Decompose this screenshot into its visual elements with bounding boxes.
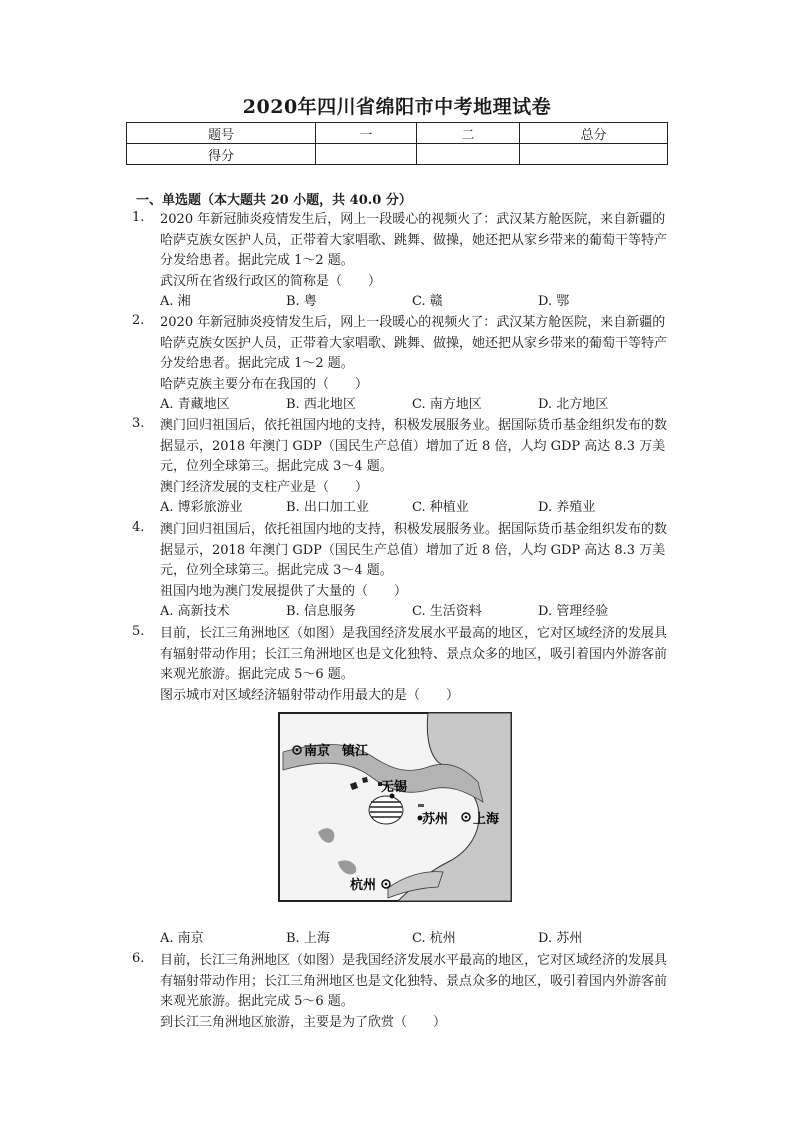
question-prompt: 到长江三角洲地区旅游，主要是为了欣赏（ ） (160, 1014, 447, 1030)
option-list (160, 498, 672, 519)
score-table-score-row (127, 144, 668, 165)
option-b[interactable]: B. 出口加工业 (286, 500, 369, 515)
option-c[interactable]: C. 赣 (412, 294, 443, 309)
score-header-cell: 总分 (520, 123, 668, 144)
option-c[interactable]: C. 种植业 (412, 500, 469, 515)
score-cell[interactable] (520, 144, 668, 165)
question-prompt: 哈萨克族主要分布在我国的（ ） (160, 376, 369, 392)
option-b[interactable]: B. 上海 (286, 931, 330, 946)
shanghai-label: 上海 (473, 812, 500, 827)
exam-title: 2020年四川省绵阳市中考地理试卷 (242, 96, 552, 118)
question-prompt: 图示城市对区域经济辐射带动作用最大的是（ ） (160, 687, 460, 703)
question-1 (132, 210, 672, 313)
option-b[interactable]: B. 信息服务 (286, 604, 356, 619)
option-c[interactable]: C. 南方地区 (412, 397, 482, 412)
question-2 (132, 313, 672, 416)
score-cell[interactable] (417, 144, 520, 165)
option-d[interactable]: D. 鄂 (538, 294, 570, 309)
question-number: 5. (132, 624, 145, 639)
question-prompt: 祖国内地为澳门发展提供了大量的（ ） (160, 583, 408, 599)
question-3 (132, 416, 672, 519)
section-heading: 一、单选题（本大题共 20 小题，共 40.0 分） (136, 193, 412, 208)
question-5 (132, 624, 672, 706)
option-a[interactable]: A. 博彩旅游业 (160, 500, 243, 515)
score-header-cell: 一 (316, 123, 417, 144)
question-number: 3. (132, 416, 145, 431)
option-b[interactable]: B. 粤 (286, 294, 317, 309)
score-header-cell: 题号 (127, 123, 316, 144)
question-number: 6. (132, 951, 145, 966)
question-stem: 2020 年新冠肺炎疫情发生后，网上一段暖心的视频火了：武汉某方舱医院，来自新疆的哈萨克族女医护人员，正带着大家唱歌、跳舞、做操，她还把从家乡带来的葡萄干等特产分发给患者。据此完成 1～2 题。 (160, 212, 668, 268)
score-row-label: 得分 (127, 144, 316, 165)
question-stem: 目前，长江三角洲地区（如图）是我国经济发展水平最高的地区，它对区域经济的发展具有辐射带动作用；长江三角洲地区也是文化独特、景点众多的地区，吸引着国内外游客前来观光旅游。据此完成 5～6 题。 (160, 626, 668, 682)
option-a[interactable]: A. 高新技术 (160, 604, 230, 619)
question-prompt: 澳门经济发展的支柱产业是（ ） (160, 479, 369, 495)
option-d[interactable]: D. 养殖业 (538, 500, 596, 515)
suzhou-label: 苏州 (422, 812, 449, 827)
question-number: 2. (132, 313, 145, 328)
option-list (160, 602, 672, 623)
option-a[interactable]: A. 青藏地区 (160, 397, 230, 412)
score-header-cell: 二 (417, 123, 520, 144)
option-a[interactable]: A. 南京 (160, 931, 204, 946)
question-prompt: 武汉所在省级行政区的简称是（ ） (160, 273, 382, 289)
option-list (160, 929, 672, 950)
option-c[interactable]: C. 杭州 (412, 931, 456, 946)
question-stem: 目前，长江三角洲地区（如图）是我国经济发展水平最高的地区，它对区域经济的发展具有辐射带动作用；长江三角洲地区也是文化独特、景点众多的地区，吸引着国内外游客前来观光旅游。据此完成 5～6 题。 (160, 953, 668, 1009)
option-d[interactable]: D. 北方地区 (538, 397, 609, 412)
question-6 (132, 951, 672, 1033)
wuxi-label: 无锡 (381, 780, 408, 795)
score-table-header-row (127, 123, 668, 144)
option-d[interactable]: D. 苏州 (538, 931, 583, 946)
option-c[interactable]: C. 生活资料 (412, 604, 482, 619)
option-d[interactable]: D. 管理经验 (538, 604, 609, 619)
question-stem: 澳门回归祖国后，依托祖国内地的支持，积极发展服务业。据国际货币基金组织发布的数据显示，2018 年澳门 GDP（国民生产总值）增加了近 8 倍，人均 GDP 高达 8.3 万美元，位列全球第三。据此完成 3～4 题。 (160, 418, 668, 474)
option-b[interactable]: B. 西北地区 (286, 397, 356, 412)
question-5-options (132, 929, 672, 950)
option-list (160, 292, 672, 313)
option-list (160, 395, 672, 416)
question-4 (132, 520, 672, 623)
question-number: 4. (132, 520, 145, 535)
score-cell[interactable] (316, 144, 417, 165)
hangzhou-label: 杭州 (350, 878, 377, 893)
question-stem: 澳门回归祖国后，依托祖国内地的支持，积极发展服务业。据国际货币基金组织发布的数据显示，2018 年澳门 GDP（国民生产总值）增加了近 8 倍，人均 GDP 高达 8.3 万美元，位列全球第三。据此完成 3～4 题。 (160, 522, 668, 578)
question-number: 1. (132, 210, 145, 225)
zhenjiang-label: 镇江 (342, 744, 369, 759)
score-table (126, 122, 668, 165)
yangtze-delta-map (278, 712, 512, 902)
option-a[interactable]: A. 湘 (160, 294, 191, 309)
nanjing-label: 南京 (304, 744, 331, 759)
question-stem: 2020 年新冠肺炎疫情发生后，网上一段暖心的视频火了：武汉某方舱医院，来自新疆的哈萨克族女医护人员，正带着大家唱歌、跳舞、做操，她还把从家乡带来的葡萄干等特产分发给患者。据此完成 1～2 题。 (160, 315, 668, 371)
